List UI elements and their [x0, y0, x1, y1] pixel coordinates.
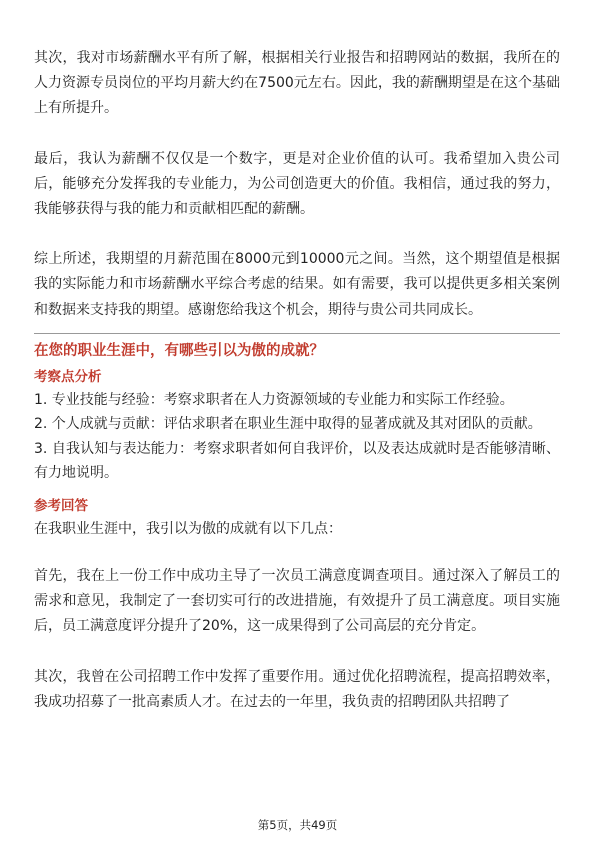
interview-question: 在您的职业生涯中，有哪些引以为傲的成就？ — [34, 342, 324, 359]
analysis-item: 1. 专业技能与经验：考察求职者在人力资源领域的专业能力和实际工作经验。 — [34, 391, 514, 408]
analysis-item: 2. 个人成就与贡献：评估求职者在职业生涯中取得的显著成就及其对团队的贡献。 — [34, 416, 542, 433]
answer-paragraph: 首先，我在上一份工作中成功主导了一次员工满意度调查项目。通过深入了解员工的需求和意见，我制定了一套切实可行的改进措施，有效提升了员工满意度。项目实施后，员工满意度评分提升了20%，这一成果得到了公司高层的充分肯定。 — [34, 568, 560, 635]
body-paragraph: 最后，我认为薪酬不仅仅是一个数字，更是对企业价值的认可。我希望加入贵公司后，能够充分发挥我的专业能力，为公司创造更大的价值。我相信，通过我的努力，我能够获得与我的能力和贡献相匹配的薪酬。 — [34, 150, 560, 218]
document-page — [34, 46, 560, 715]
section-divider — [34, 333, 560, 334]
page-number: 第5页，共49页 — [257, 818, 338, 832]
body-paragraph: 其次，我对市场薪酬水平有所了解，根据相关行业报告和招聘网站的数据，我所在的人力资源专员岗位的平均月薪大约在7500元左右。因此，我的薪酬期望是在这个基础上有所提升。 — [34, 50, 560, 117]
answer-paragraph: 其次，我曾在公司招聘工作中发挥了重要作用。通过优化招聘流程，提高招聘效率，我成功招募了一批高素质人才。在过去的一年里，我负责的招聘团队共招聘了 — [34, 668, 560, 710]
answer-heading: 参考回答 — [34, 497, 88, 514]
answer-lead: 在我职业生涯中，我引以为傲的成就有以下几点： — [34, 520, 342, 537]
body-paragraph: 综上所述，我期望的月薪范围在8000元到10000元之间。当然，这个期望值是根据我的实际能力和市场薪酬水平综合考虑的结果。如有需要，我可以提供更多相关案例和数据来支持我的期望。感谢您给我这个机会，期待与贵公司共同成长。 — [34, 251, 560, 318]
analysis-heading: 考察点分析 — [34, 368, 102, 385]
analysis-item: 3. 自我认知与表达能力：考察求职者如何自我评价，以及表达成就时是否能够清晰、有力地说明。 — [34, 440, 560, 482]
